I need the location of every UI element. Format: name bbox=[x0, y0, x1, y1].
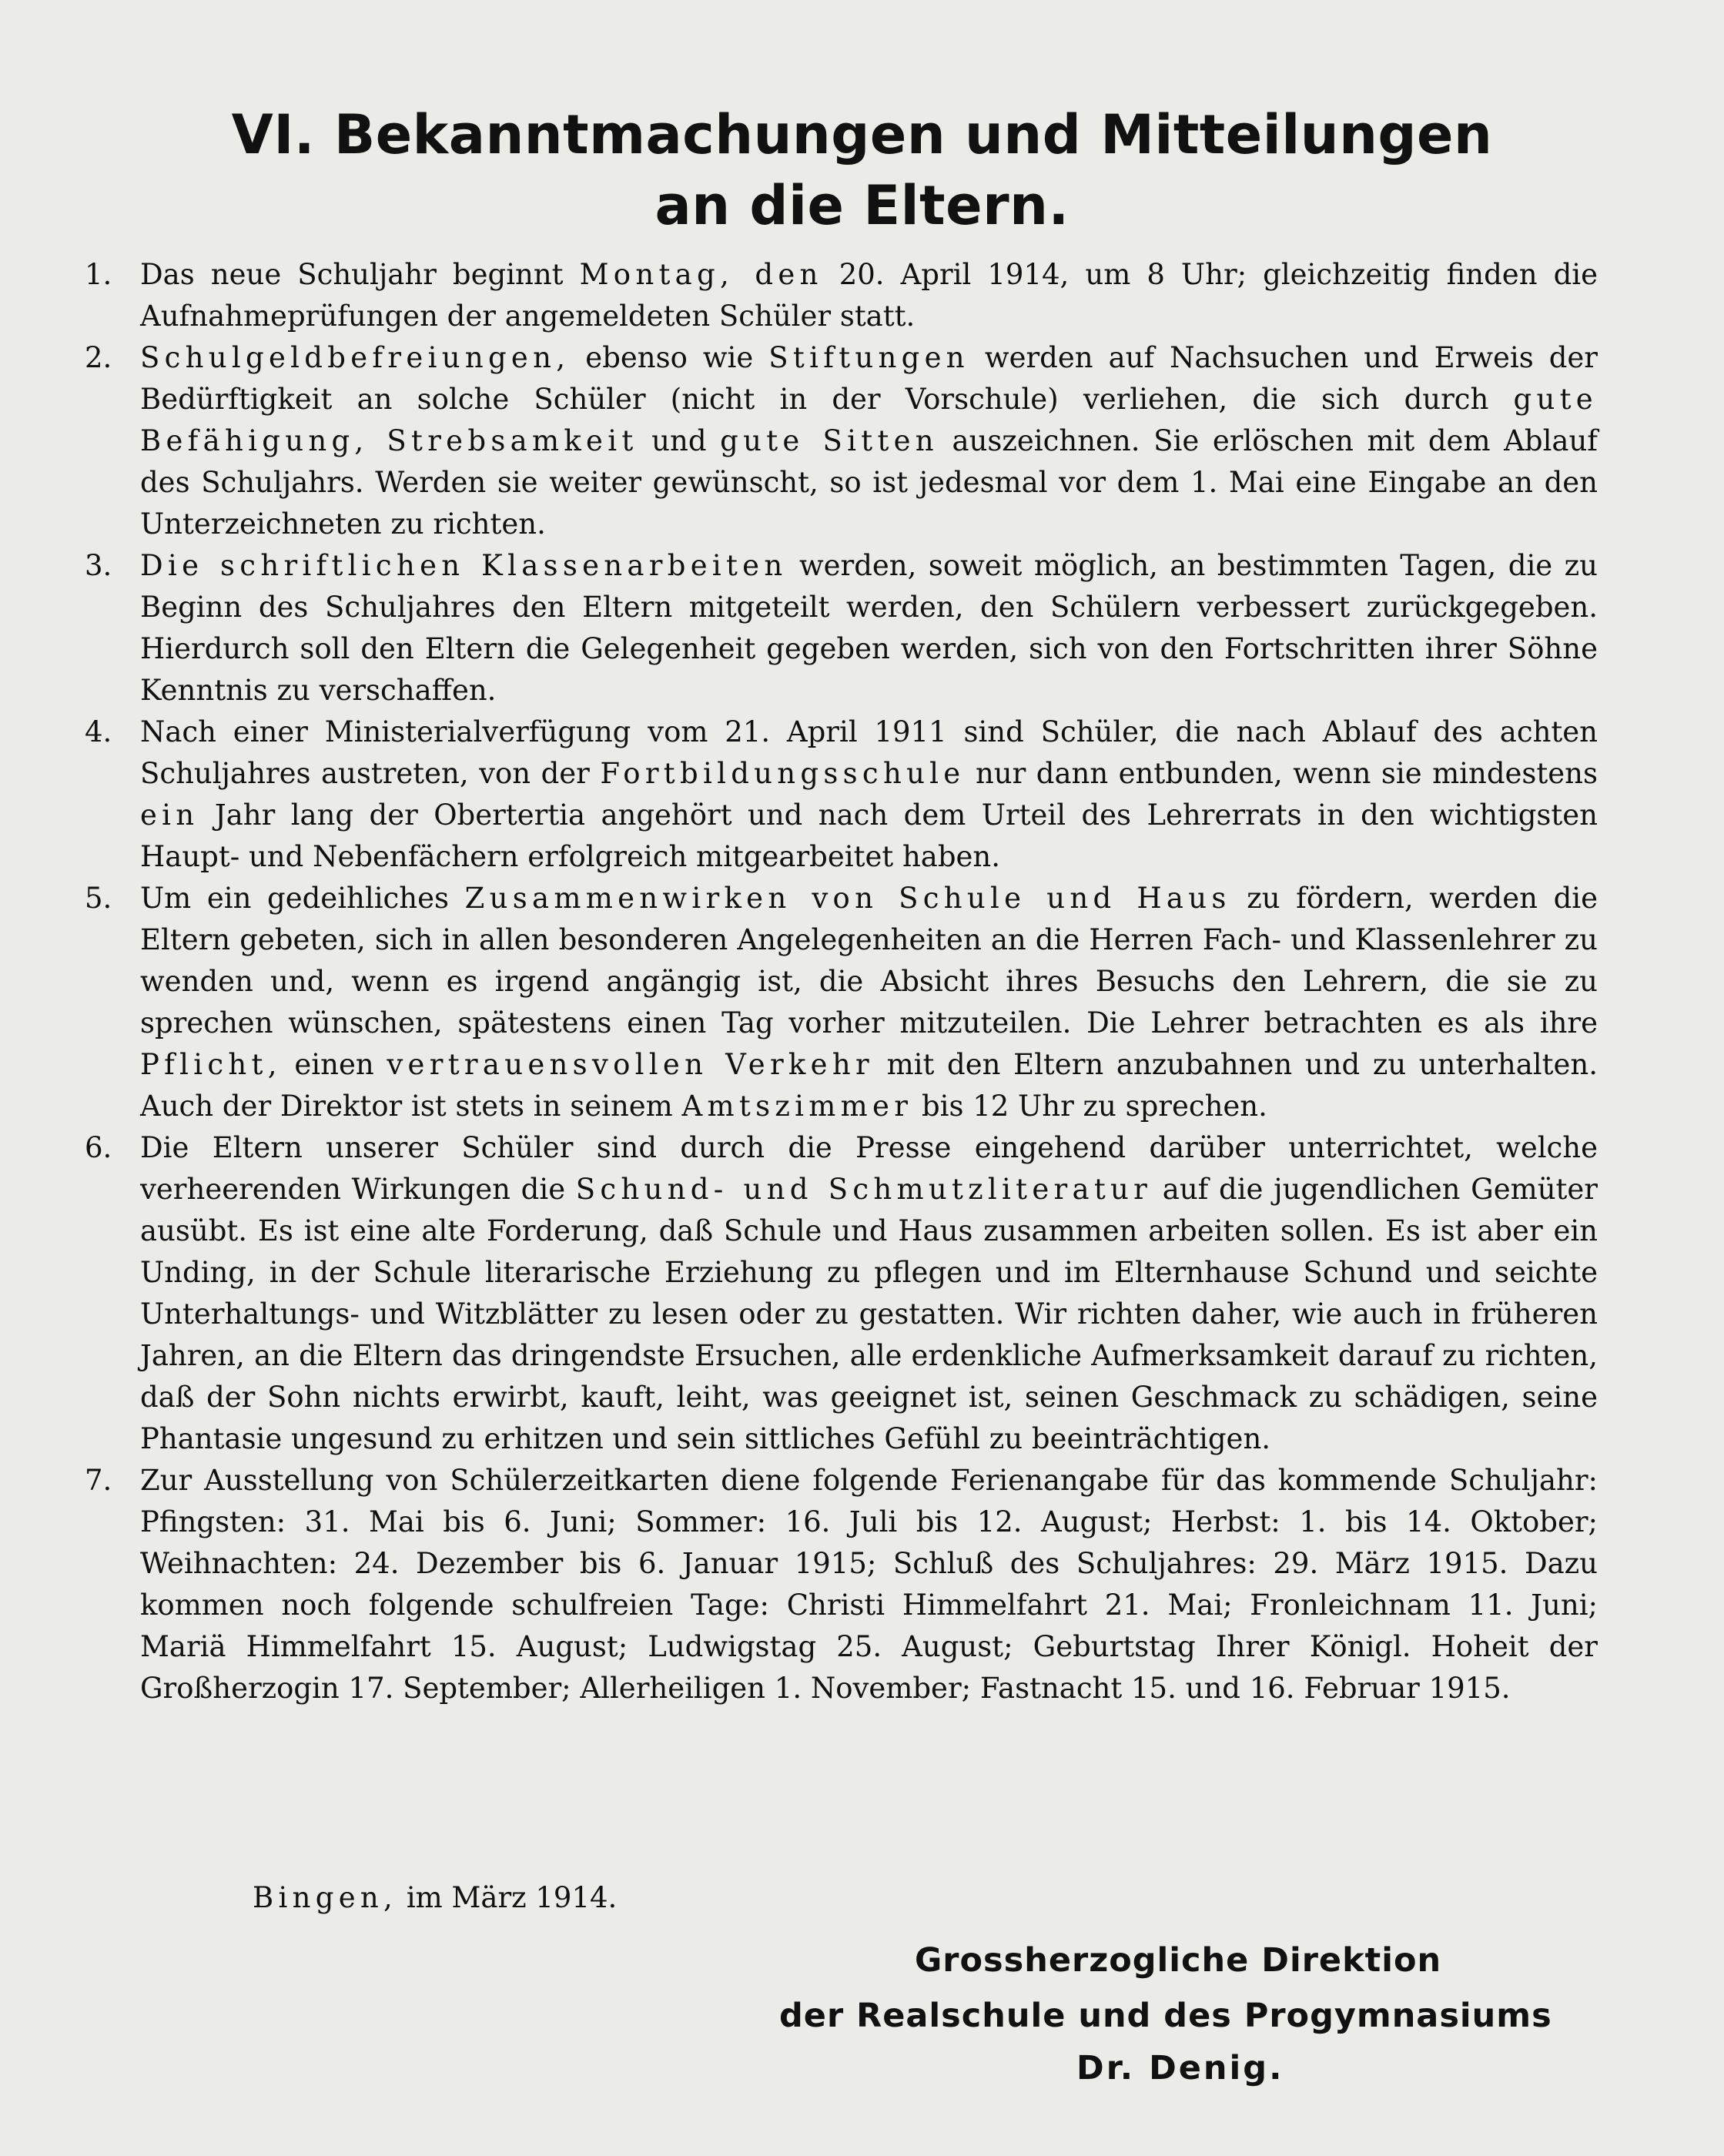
page-title: VI. Bekanntmachungen und Mitteilungen bbox=[231, 103, 1493, 166]
list-item bbox=[85, 878, 1598, 1127]
item-number: 5. bbox=[85, 882, 112, 915]
spaced-emphasis: Fortbildungsschule bbox=[600, 757, 966, 790]
signature-name: Dr. Denig. bbox=[1076, 2049, 1284, 2087]
list-item bbox=[85, 337, 1598, 545]
item-text: Um ein gedeihliches bbox=[140, 882, 465, 915]
item-text: ebenso wie bbox=[570, 341, 769, 374]
list-item bbox=[85, 545, 1598, 711]
item-text: zu fördern, werden die Eltern gebeten, sich in allen besonderen Angelegenheiten an die Herren Fach- und Klassenlehrer zu wenden und, wenn es irgend angängig ist, die Absicht ihres Besuchs den Lehrern, die sie zu sprechen wünschen, spätestens einen Tag vorher mitzuteilen. Die Lehrer betrachten es als ihre bbox=[140, 882, 1598, 1040]
item-text: auf die jugendlichen Gemüter ausübt. Es ist eine alte Forderung, daß Schule und Haus zusammen arbeiten sollen. Es ist aber ein Unding, in der Schule literarische Erziehung zu pflegen und im Elternhause Schund und seichte Unterhaltungs- und Witzblätter zu lesen oder zu gestatten. Wir richten daher, wie auch in früheren Jahren, an die Eltern das dringendste Ersuchen, alle erdenkliche Aufmerksamkeit darauf zu richten, daß der Sohn nichts erwirbt, kauft, leiht, was geeignet ist, seinen Geschmack zu schädigen, seine Phantasie ungesund zu erhitzen und sein sittliches Gefühl zu beeinträchtigen. bbox=[140, 1173, 1598, 1455]
list-item bbox=[85, 711, 1598, 878]
item-text: auszeichnen. Sie erlöschen mit dem Ablauf des Schuljahrs. Werden sie weiter gewünscht, so ist jedesmal vor dem 1. Mai eine Eingabe an den Unterzeichneten zu richten. bbox=[140, 424, 1598, 541]
item-text: nur dann entbunden, wenn sie mindestens bbox=[965, 757, 1598, 790]
spaced-emphasis: Schund- und Schmutzliteratur bbox=[575, 1173, 1153, 1206]
item-text: Das neue Schuljahr beginnt bbox=[140, 258, 580, 291]
item-text: Jahr lang der Obertertia angehört und nach dem Urteil des Lehrerrats in den wichtigsten Haupt- und Nebenfächern erfolgreich mitgearbeitet haben. bbox=[140, 798, 1598, 873]
page-subtitle: an die Eltern. bbox=[654, 174, 1070, 237]
spaced-emphasis: Schulgeldbefreiungen, bbox=[140, 341, 571, 374]
spaced-emphasis: Montag, den bbox=[579, 258, 823, 291]
item-number: 7. bbox=[85, 1464, 112, 1497]
date-text: im März 1914. bbox=[397, 1881, 618, 1914]
place-name: Bingen, bbox=[253, 1881, 398, 1914]
item-text: werden, soweit möglich, an bestimmten Tagen, die zu Beginn des Schuljahres den Eltern mitgeteilt werden, den Schülern verbessert zurückgegeben. Hierdurch soll den Eltern die Gelegenheit gegeben werden, sich von den Fortschritten ihrer Söhne Kenntnis zu verschaffen. bbox=[140, 549, 1598, 707]
item-text: Nach einer Ministerialverfügung vom 21. April 1911 sind Schüler, die nach Ablauf des achten Schuljahres austreten, von der bbox=[140, 715, 1598, 790]
list-item bbox=[85, 254, 1598, 337]
item-text: und bbox=[638, 424, 721, 457]
spaced-emphasis: Zusammenwirken von Schule und Haus bbox=[464, 882, 1231, 915]
spaced-emphasis: Die schriftlichen Klassenarbeiten bbox=[140, 549, 788, 582]
spaced-emphasis: ein bbox=[140, 798, 199, 832]
item-text: werden auf Nachsuchen und Erweis der Bedürftigkeit an solche Schüler (nicht in der Vorschule) verliehen, die sich durch bbox=[140, 341, 1598, 416]
spaced-emphasis: Amtszimmer bbox=[681, 1090, 913, 1123]
place-and-date bbox=[253, 1877, 617, 1919]
item-number: 6. bbox=[85, 1131, 112, 1164]
item-text: einen bbox=[281, 1048, 387, 1081]
list-item bbox=[85, 1127, 1598, 1460]
item-number: 4. bbox=[85, 715, 112, 748]
signature-line-1: Grossherzogliche Direktion bbox=[915, 1941, 1442, 1980]
spaced-emphasis: Pflicht, bbox=[140, 1048, 282, 1081]
signature-line-2: der Realschule und des Progymnasiums bbox=[779, 1997, 1552, 2035]
list-item bbox=[85, 1460, 1598, 1709]
announcement-list bbox=[85, 254, 1598, 1709]
spaced-emphasis: gute Befähigung, Strebsamkeit bbox=[140, 383, 1598, 457]
item-number: 2. bbox=[85, 341, 112, 374]
spaced-emphasis: gute Sitten bbox=[720, 424, 939, 457]
item-text: Zur Ausstellung von Schülerzeitkarten diene folgende Ferienangabe für das kommende Schuljahr: Pfingsten: 31. Mai bis 6. Juni; Sommer: 16. Juli bis 12. August; Herbst: 1. bis 14. Oktober; Weihnachten: 24. Dezember bis 6. Januar 1915; Schluß des Schuljahres: 29. März 1915. Dazu kommen noch folgende schulfreien Tage: Christi Himmelfahrt 21. Mai; Fronleichnam 11. Juni; Mariä Himmelfahrt 15. August; Ludwigstag 25. August; Geburtstag Ihrer Königl. Hoheit der Großherzogin 17. September; Allerheiligen 1. November; Fastnacht 15. und 16. Februar 1915. bbox=[140, 1464, 1598, 1705]
item-text: mit den Eltern anzubahnen und zu unterhalten. Auch der Direktor ist stets in seinem bbox=[140, 1048, 1598, 1123]
item-text: 20. April 1914, um 8 Uhr; gleichzeitig finden die Aufnahmeprüfungen der angemeldeten Schüler statt. bbox=[140, 258, 1598, 333]
item-text: Die Eltern unserer Schüler sind durch die Presse eingehend darüber unterrichtet, welche verheerenden Wirkungen die bbox=[140, 1131, 1598, 1206]
spaced-emphasis: Stiftungen bbox=[768, 341, 969, 374]
item-number: 3. bbox=[85, 549, 112, 582]
item-text: bis 12 Uhr zu sprechen. bbox=[912, 1090, 1267, 1123]
item-number: 1. bbox=[85, 258, 112, 291]
spaced-emphasis: vertrauensvollen Verkehr bbox=[387, 1048, 874, 1081]
